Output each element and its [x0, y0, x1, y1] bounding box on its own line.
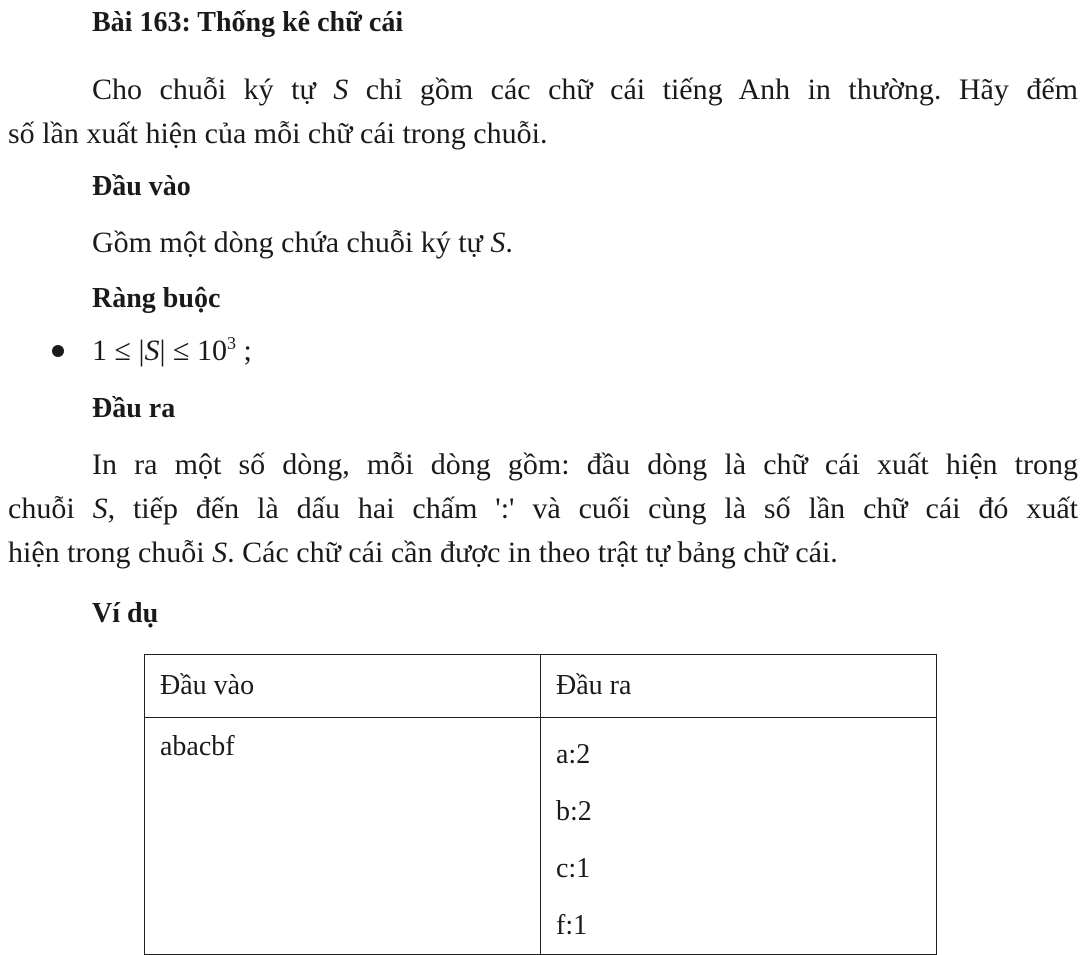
input-value: abacbf — [160, 731, 235, 762]
input-cell — [145, 718, 541, 955]
intro-paragraph — [8, 68, 1078, 156]
output-lines — [556, 718, 936, 954]
output-cell — [541, 718, 937, 955]
output-line-3: hiện trong chuỗi S. Các chữ cái cần được in theo trật tự bảng chữ cái. — [8, 536, 838, 569]
constraint-item: $1 \le |S| \le 10^3$ ; — [92, 333, 252, 367]
input-description: Gồm một dòng chứa chuỗi ký tự S. — [92, 226, 513, 259]
constraint-heading: Ràng buộc — [92, 283, 221, 314]
table-header-row — [145, 655, 937, 718]
output-line-2: chuỗi S, tiếp đến là dấu hai chấm ':' và cuối cùng là số lần chữ cái đó xuất — [8, 492, 1078, 525]
input-heading: Đầu vào — [92, 171, 191, 202]
col-input-header: Đầu vào — [145, 655, 541, 718]
col-output-header: Đầu ra — [541, 655, 937, 718]
problem-title: Bài 163: Thống kê chữ cái — [92, 7, 404, 38]
example-heading: Ví dụ — [92, 598, 159, 629]
output-line: c:1 — [556, 853, 591, 884]
table-row — [145, 718, 937, 955]
output-line: b:2 — [556, 796, 592, 827]
output-paragraph — [8, 443, 1078, 575]
output-line: a:2 — [556, 739, 591, 770]
example-table — [144, 654, 937, 955]
output-line-1: In ra một số dòng, mỗi dòng gồm: đầu dòng là chữ cái xuất hiện trong — [92, 448, 1078, 481]
output-line: f:1 — [556, 910, 588, 941]
output-heading: Đầu ra — [92, 393, 176, 424]
bullet-icon — [52, 345, 64, 357]
intro-line-2: số lần xuất hiện của mỗi chữ cái trong chuỗi. — [8, 117, 548, 150]
intro-line-1: Cho chuỗi ký tự S chỉ gồm các chữ cái tiếng Anh in thường. Hãy đếm — [92, 73, 1078, 106]
